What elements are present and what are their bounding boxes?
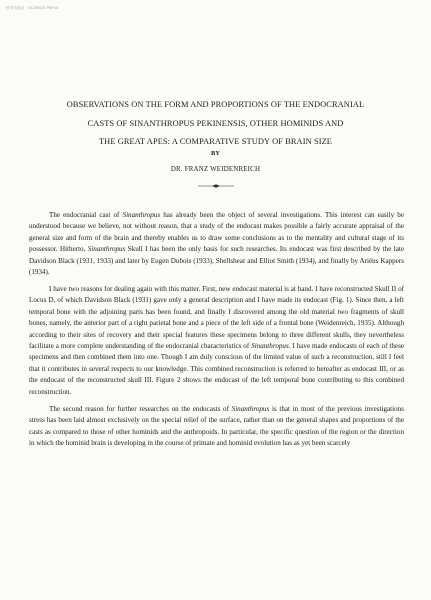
author-name: DR. FRANZ WEIDENREICH xyxy=(170,166,261,173)
title-line-2: CASTS OF SINANTHROPUS PEKINENSIS, OTHER HOMINIDS AND xyxy=(87,118,344,128)
italic-taxon: Sinanthropus xyxy=(122,211,161,219)
paper-title xyxy=(20,96,411,152)
text-run: . I have made endocasts of each of these specimens and then combined them into one. Though I am duly conscious of the limited value of such a reconstruction, still I feel that it contributes in several respects to our knowledge. This combined reconstruction is referred to hereafter as endocast III, or as the endocast of the reconstructed skull III. Figure 2 shows the endocast of the left temporal bone contributing to this combined reconstruction. xyxy=(29,342,404,396)
text-run: is that in most of the previous investigations stress has been laid almost exclusively on the special relief of the surface, rather than on the general shapes and proportions of the casts as compared to those of other hominids and the anthropoids. In particular, the specific question of the region or the direction in which the hominid brain is developing in the course of primate and hominid evolution has as yet been scarcely xyxy=(29,404,404,447)
italic-taxon: Sinanthropus xyxy=(251,342,289,351)
paragraph-1 xyxy=(29,210,404,278)
text-run: The second reason for further researches on the endocasts of xyxy=(49,404,232,413)
article-body xyxy=(29,210,404,455)
paragraph-2 xyxy=(29,284,404,398)
library-stamp: 科学出版社 · SCIENCE PRESS xyxy=(6,6,59,10)
text-run: has already been the object of several investigations. This interest can easily be understood because we believe, not without reason, that a study of the endocast makes possible a fairly accurate appraisal of the general size and form of the brain and thereby enables us to draw some conclusions as to the mentality and cultural stage of its possessor. Hitherto, xyxy=(29,211,404,254)
italic-taxon: Sinanthropus xyxy=(87,245,126,254)
title-line-3: THE GREAT APES: A COMPARATIVE STUDY OF BRAIN SIZE xyxy=(98,137,333,146)
text-run: The endocranial cast of xyxy=(49,211,123,219)
byline-label: BY xyxy=(211,150,220,157)
title-line-1: OBSERVATIONS ON THE FORM AND PROPORTIONS OF THE ENDOCRANIAL xyxy=(66,100,365,109)
text-run: Skull I has been the only basis for such researches. Its endocast was first described by the late Davidson Black (1931, 1933) and later by Eugen Dubois (1933), Shellshear and Elliot Smith (1934), and finally by Ariëns Kappers (1934). xyxy=(29,245,404,277)
italic-taxon: Sinanthropus xyxy=(231,404,270,413)
ornamental-divider xyxy=(198,183,234,189)
paragraph-3 xyxy=(29,404,404,450)
text-run: I have two reasons for dealing again with this matter. First, new endocast material is at hand. I have reconstructed Skull II of Locus D, of which Davidson Black (1931) gave only a general description and I have made its endocast (Fig. 1). Since then, a left temporal bone with the adjoining parts has been found, and finally I discovered among the old material two fragments of skull bones, namely, the anterior part of a right parietal bone and a piece of the left side of a frontal bone (Weidenreich, 1935). Although according to their sites of recovery and their special features these specimens belong to three different skulls, they nevertheless facilitate a more complete understanding of the endocranial characteristics of xyxy=(29,285,404,351)
